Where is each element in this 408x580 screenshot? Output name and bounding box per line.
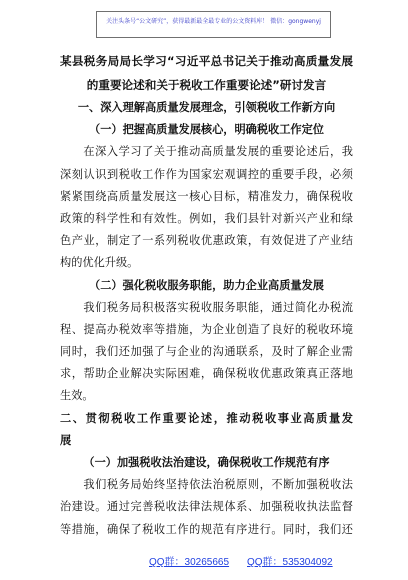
paragraph-line: 同时，我们还加强了与企业的沟通联系，及时了解企业需 bbox=[60, 345, 353, 359]
qq-group-link[interactable]: QQ群：30265665 bbox=[149, 557, 230, 568]
section-heading: 二、贯彻税收工作重要论述，推动税收事业高质量发 bbox=[60, 411, 353, 425]
paragraph-line: 我们税务局积极落实税收服务职能，通过简化办税流 bbox=[83, 300, 353, 314]
body-paragraph bbox=[60, 141, 353, 274]
subsection-heading: （一）加强税收法治建设，确保税收工作规范有序 bbox=[83, 456, 330, 469]
document-content bbox=[60, 50, 353, 541]
document-title-line: 的重要论述和关于税收工作重要论述”研讨发言 bbox=[86, 77, 327, 92]
paragraph-line: 色产业，制定了一系列税收优惠政策，有效促进了产业结 bbox=[60, 234, 353, 248]
subsection-1-1 bbox=[60, 119, 353, 274]
subsection-2-1 bbox=[60, 452, 353, 541]
subsection-heading: （二）强化税收服务职能，助力企业高质量发展 bbox=[89, 278, 324, 292]
page-footer bbox=[0, 555, 408, 571]
paragraph-line: 治建设。通过完善税收法律法规体系、加强税收执法监督 bbox=[60, 500, 353, 514]
subsection-1-2 bbox=[60, 275, 353, 408]
paragraph-line: 等措施，确保了税收工作的规范有序进行。同时，我们还 bbox=[60, 522, 353, 536]
paragraph-line: 深刻认识到税收工作作为国家宏观调控的重要手段，必须 bbox=[60, 167, 353, 181]
header-banner-text: 关注头条号“公文研究”，获得最新最全最专业的公文资料库！ 微信：gongwenyj bbox=[106, 18, 321, 25]
qq-group-link[interactable]: QQ群：535304092 bbox=[247, 557, 333, 568]
document-title bbox=[60, 50, 353, 97]
section-heading: 展 bbox=[60, 433, 72, 447]
paragraph-line: 紧紧围绕高质量发展这一核心目标，精准发力，确保税收 bbox=[60, 189, 353, 203]
section-2 bbox=[60, 408, 353, 541]
paragraph-line: 政策的科学性和有效性。例如，我们县针对新兴产业和绿 bbox=[60, 211, 353, 225]
body-paragraph bbox=[60, 474, 353, 541]
body-paragraph bbox=[60, 297, 353, 408]
subsection-heading: （一）把握高质量发展核心，明确税收工作定位 bbox=[89, 123, 324, 137]
document-title-line: 某县税务局局长学习“习近平总书记关于推动高质量发展 bbox=[60, 54, 353, 68]
paragraph-line: 在深入学习了关于推动高质量发展的重要论述后，我 bbox=[83, 145, 353, 159]
paragraph-line: 求，帮助企业解决实际困难，确保税收优惠政策真正落地 bbox=[60, 367, 353, 381]
paragraph-line: 我们税务局始终坚持依法治税原则，不断加强税收法 bbox=[83, 478, 353, 492]
header-banner bbox=[96, 11, 331, 38]
paragraph-line: 构的优化升级。 bbox=[60, 256, 139, 270]
section-heading: 一、深入理解高质量发展理念，引领税收工作新方向 bbox=[77, 101, 336, 114]
section-1 bbox=[60, 97, 353, 408]
paragraph-line: 生效。 bbox=[60, 389, 94, 403]
paragraph-line: 程、提高办税效率等措施，为企业创造了良好的税收环境 bbox=[60, 322, 353, 336]
